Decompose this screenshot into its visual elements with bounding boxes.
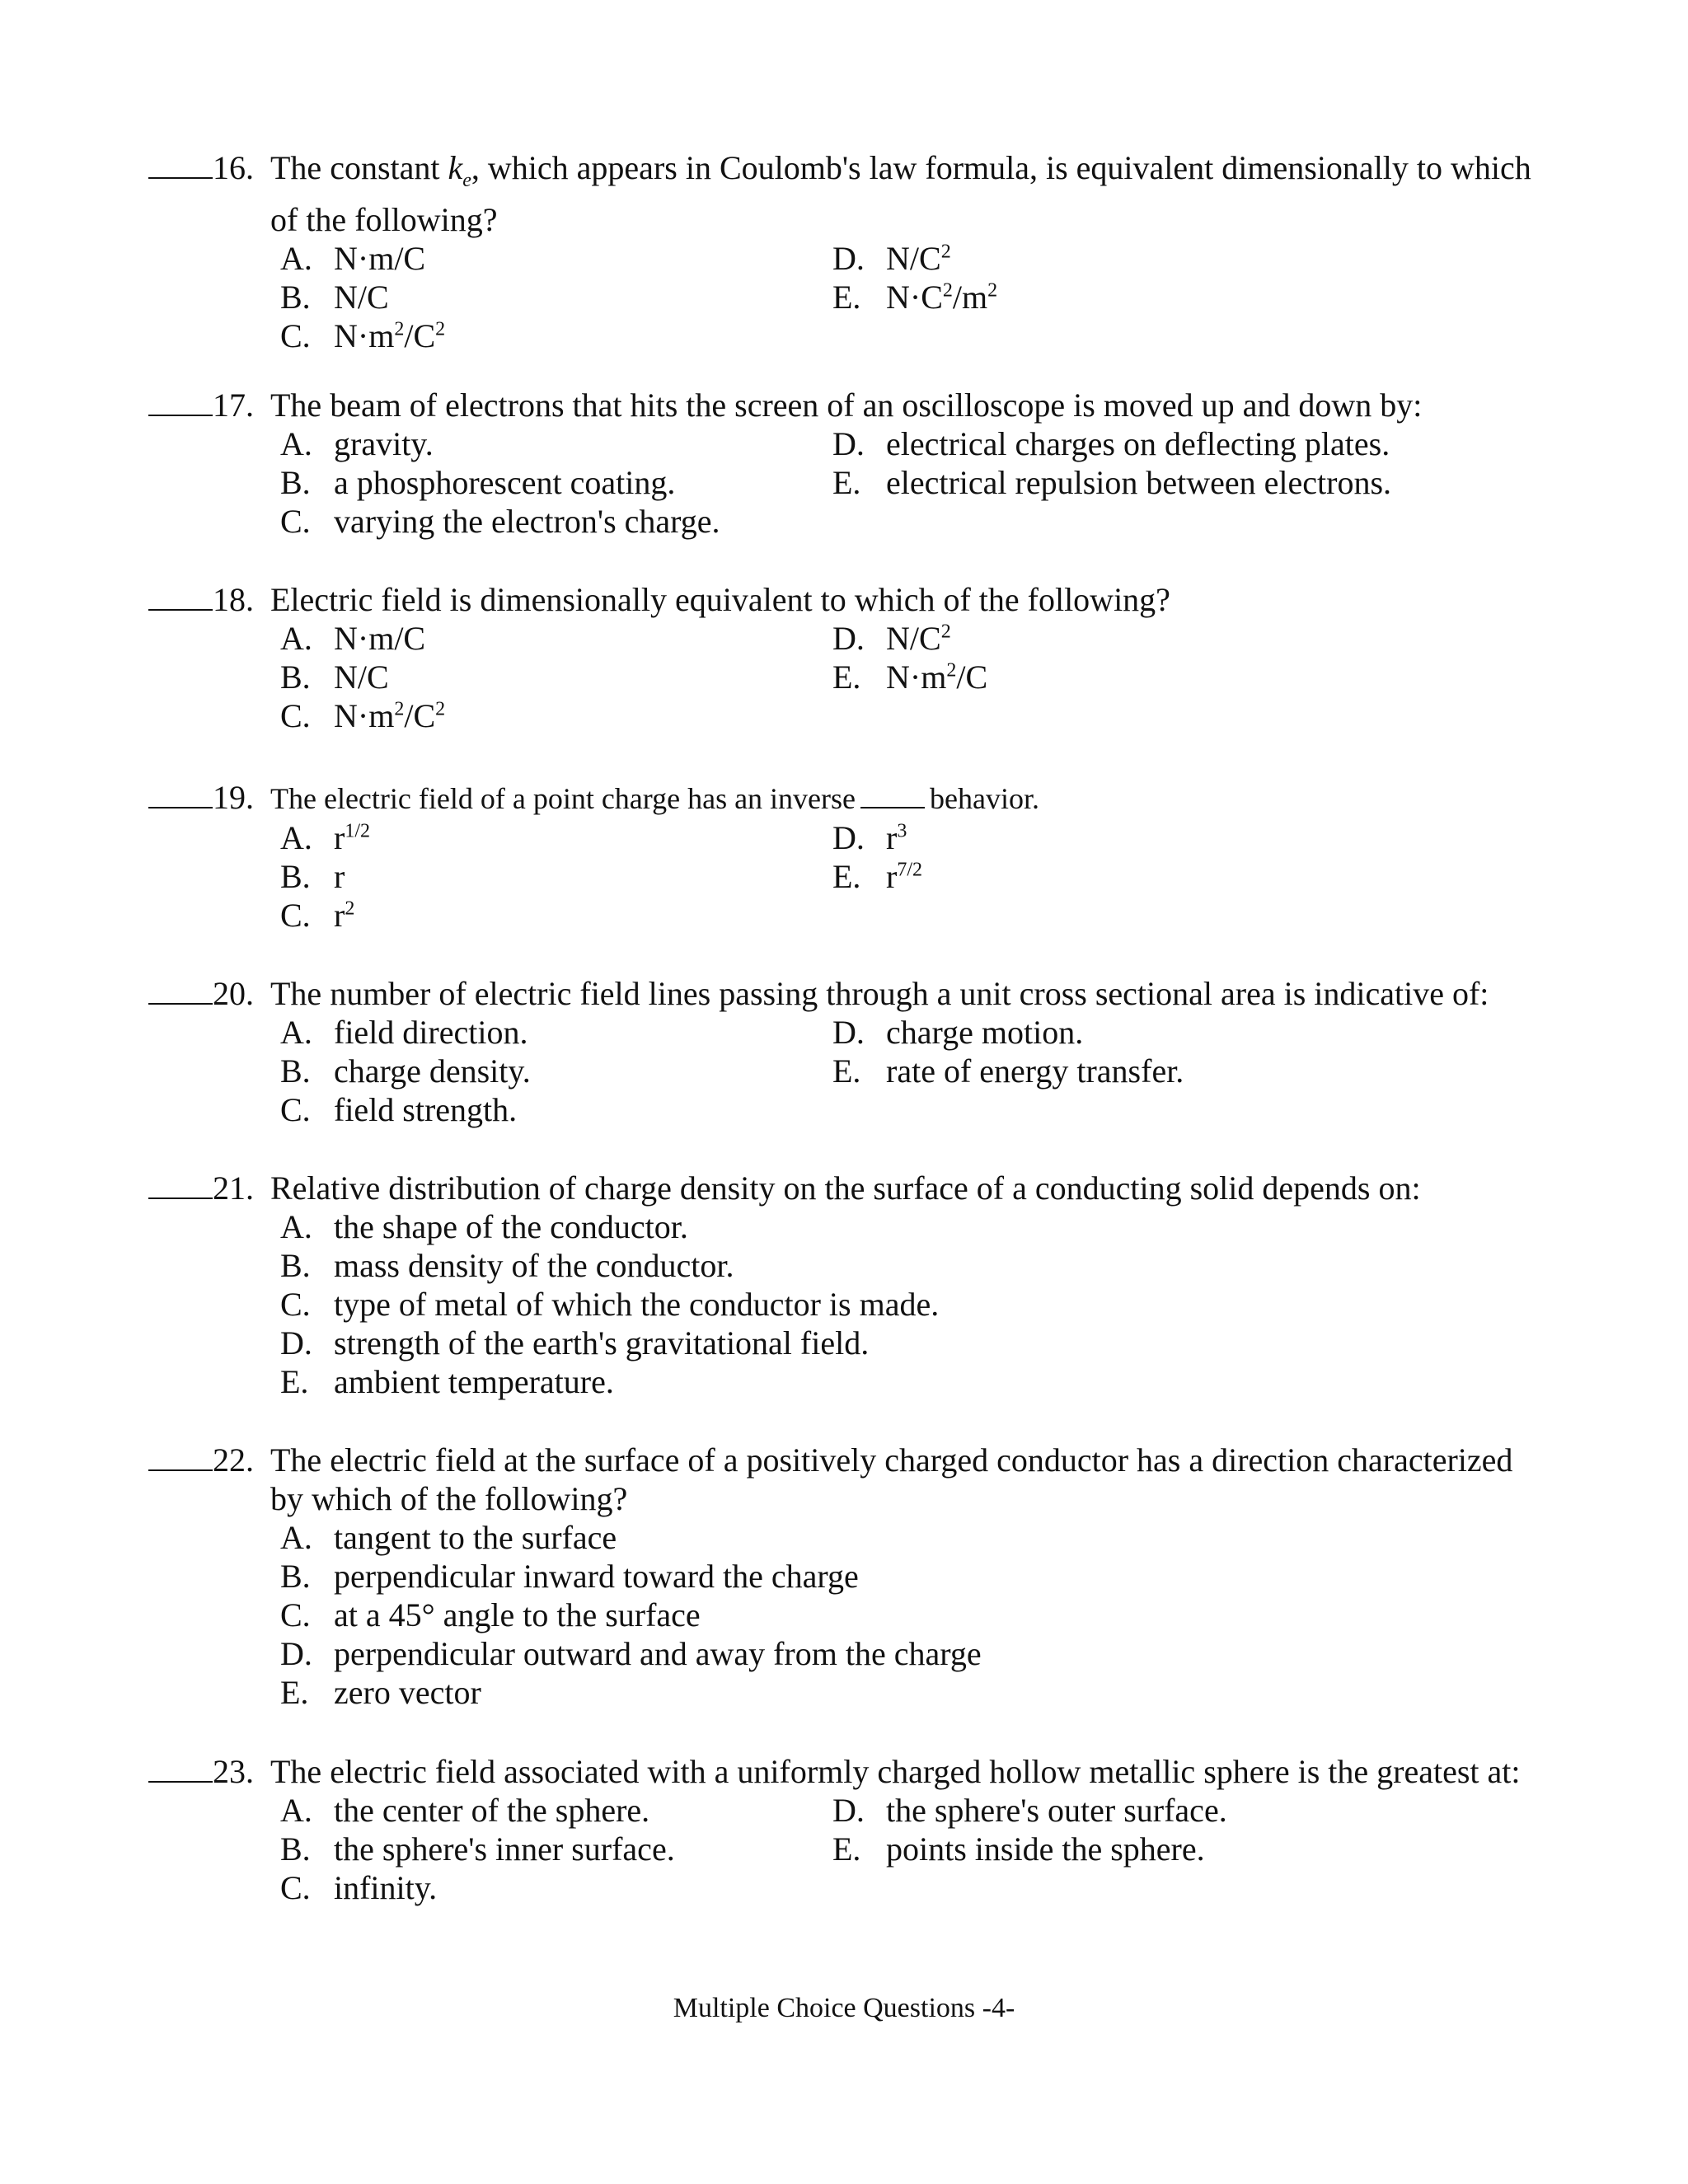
option-c[interactable]: C. field strength. <box>280 1091 518 1128</box>
option-d[interactable]: D. strength of the earth's gravitational field. <box>280 1324 870 1361</box>
option-b[interactable]: B. the sphere's inner surface. <box>280 1830 675 1868</box>
question-number: 17. <box>213 387 254 424</box>
question-16 <box>148 148 1550 355</box>
question-stem: Electric field is dimensionally equivalent to which of the following? <box>270 581 1170 618</box>
option-c[interactable]: C. varying the electron's charge. <box>280 503 720 540</box>
question-stem-continued: of the following? <box>270 201 498 238</box>
question-18 <box>148 580 1550 735</box>
answer-blank[interactable] <box>148 975 213 1005</box>
question-number: 19. <box>213 779 254 816</box>
option-b[interactable]: B. a phosphorescent coating. <box>280 464 676 501</box>
answer-blank[interactable] <box>148 779 213 808</box>
question-number: 18. <box>213 581 254 618</box>
question-number: 20. <box>213 975 254 1012</box>
question-22 <box>148 1441 1550 1712</box>
question-stem: The electric field associated with a uniformly charged hollow metallic sphere is the greatest at: <box>270 1753 1521 1790</box>
option-c[interactable]: C. $N\cdot m^2/C^2$ <box>280 317 446 354</box>
option-d[interactable]: D. $r^3$ <box>832 819 907 856</box>
option-e[interactable]: E. $N\cdot C^2/m^2$ <box>832 279 998 316</box>
option-a[interactable]: A. gravity. <box>280 425 434 462</box>
inline-blank <box>860 784 925 808</box>
question-number: 16. <box>213 149 254 186</box>
answer-blank[interactable] <box>148 1753 213 1783</box>
question-stem: The electric field at the surface of a positively charged conductor has a direction characterized <box>270 1441 1513 1479</box>
option-b[interactable]: B. mass density of the conductor. <box>280 1247 734 1284</box>
answer-blank[interactable] <box>148 1441 213 1471</box>
option-a[interactable]: A. $r^{1/2}$ <box>280 819 370 856</box>
question-19 <box>148 778 1550 935</box>
option-b[interactable]: B. r <box>280 858 345 895</box>
question-stem: The beam of electrons that hits the screen of an oscilloscope is moved up and down by: <box>270 387 1423 424</box>
question-stem: The number of electric field lines passing through a unit cross sectional area is indicative of: <box>270 975 1489 1012</box>
option-d[interactable]: D. charge motion. <box>832 1014 1084 1051</box>
answer-blank[interactable] <box>148 149 213 179</box>
question-stem: The constant $k_e$, which appears in Coulomb's law formula, is equivalent dimensionally to which <box>270 149 1531 191</box>
answer-blank[interactable] <box>148 1169 213 1199</box>
question-number: 22. <box>213 1441 254 1479</box>
option-a[interactable]: A. field direction. <box>280 1014 528 1051</box>
option-c[interactable]: C. at a 45° angle to the surface <box>280 1596 701 1633</box>
question-number: 21. <box>213 1169 254 1207</box>
option-a[interactable]: A. the shape of the conductor. <box>280 1208 688 1245</box>
option-c[interactable]: C. infinity. <box>280 1869 438 1906</box>
option-a[interactable]: A. N·m/C <box>280 620 426 657</box>
option-a[interactable]: A. N·m/C <box>280 240 426 277</box>
option-d[interactable]: D. electrical charges on deflecting plates. <box>832 425 1390 462</box>
option-e[interactable]: E. $r^{7/2}$ <box>832 858 922 895</box>
option-e[interactable]: E. ambient temperature. <box>280 1363 614 1400</box>
option-c[interactable]: C. $N\cdot m^2/C^2$ <box>280 697 446 734</box>
option-d[interactable]: D. the sphere's outer surface. <box>832 1792 1227 1829</box>
option-e[interactable]: E. points inside the sphere. <box>832 1830 1205 1868</box>
answer-blank[interactable] <box>148 387 213 416</box>
question-number: 23. <box>213 1753 254 1790</box>
option-d[interactable]: D. $N/C^2$ <box>832 620 951 657</box>
page-footer: Multiple Choice Questions -4- <box>673 1993 1015 2023</box>
option-b[interactable]: B. perpendicular inward toward the charge <box>280 1558 859 1595</box>
question-21 <box>148 1169 1550 1401</box>
option-b[interactable]: B. N/C <box>280 279 389 316</box>
option-e[interactable]: E. $N\cdot m^2/C$ <box>832 658 988 696</box>
option-d[interactable]: D. perpendicular outward and away from the charge <box>280 1635 982 1672</box>
option-c[interactable]: C. type of metal of which the conductor is made. <box>280 1286 940 1323</box>
question-stem-continued: by which of the following? <box>270 1480 628 1517</box>
question-stem: The electric field of a point charge has an inverse behavior. <box>270 782 1039 815</box>
option-e[interactable]: E. electrical repulsion between electrons. <box>832 464 1392 501</box>
question-17 <box>148 386 1550 541</box>
question-23 <box>148 1752 1550 1907</box>
option-b[interactable]: B. N/C <box>280 658 389 696</box>
option-b[interactable]: B. charge density. <box>280 1052 531 1090</box>
question-20 <box>148 974 1550 1129</box>
option-a[interactable]: A. tangent to the surface <box>280 1519 617 1556</box>
option-e[interactable]: E. zero vector <box>280 1674 481 1711</box>
answer-blank[interactable] <box>148 581 213 611</box>
option-d[interactable]: D. $N/C^2$ <box>832 240 951 277</box>
question-stem: Relative distribution of charge density on the surface of a conducting solid depends on: <box>270 1169 1421 1207</box>
option-c[interactable]: C. $r^2$ <box>280 897 355 934</box>
option-a[interactable]: A. the center of the sphere. <box>280 1792 650 1829</box>
option-e[interactable]: E. rate of energy transfer. <box>832 1052 1184 1090</box>
